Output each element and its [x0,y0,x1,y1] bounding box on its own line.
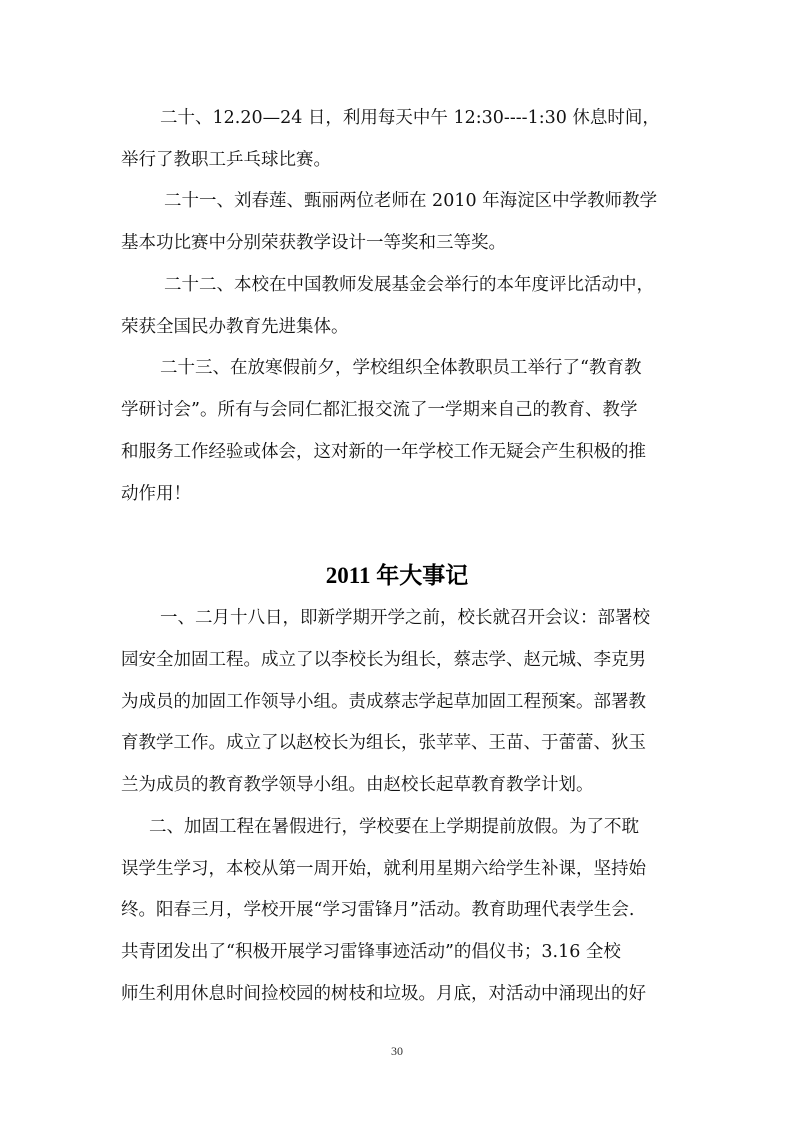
text-line: 学研讨会”。所有与会同仁都汇报交流了一学期来自己的教育、教学 [121,400,638,420]
text-line: 举行了教职工乒乓球比赛。 [121,150,331,170]
text-line: 基本功比赛中分别荣获教学设计一等奖和三等奖。 [121,233,506,253]
section-heading: 2011 年大事记 [325,563,469,588]
text-line: 育教学工作。成立了以赵校长为组长，张苹苹、王苗、于蕾蕾、狄玉 [121,733,646,753]
text-line: 误学生学习，本校从第一周开始，就利用星期六给学生补课，坚持始 [121,859,646,879]
text-line: 一、二月十八日，即新学期开学之前，校长就召开会议：部署校 [160,608,650,628]
text-line: 师生利用休息时间捡校园的树枝和垃圾。月底，对活动中涌现出的好 [121,984,646,1004]
text-line: 二十二、本校在中国教师发展基金会举行的本年度评比活动中， [164,275,654,295]
text-line: 动作用！ [121,484,191,504]
text-line: 二、加固工程在暑假进行，学校要在上学期提前放假。为了不耽 [149,817,639,837]
text-line: 为成员的加固工作领导小组。责成蔡志学起草加固工程预案。部署教 [121,692,646,712]
text-line: 二十三、在放寒假前夕，学校组织全体教职员工举行了“教育教 [160,358,642,378]
text-line: 二十、12.20—24 日，利用每天中午 12:30----1:30 休息时间， [160,108,660,128]
text-line: 兰为成员的教育教学领导小组。由赵校长起草教育教学计划。 [121,775,594,795]
text-line: 共青团发出了“积极开展学习雷锋事迹活动”的倡仪书；3.16 全校 [121,942,621,962]
text-line: 园安全加固工程。成立了以李校长为组长，蔡志学、赵元城、李克男 [121,650,646,670]
text-line: 二十一、刘春莲、甄丽两位老师在 2010 年海淀区中学教师教学 [164,191,658,211]
text-line: 和服务工作经验或体会，这对新的一年学校工作无疑会产生积极的推 [121,442,646,462]
text-line: 荣获全国民办教育先进集体。 [121,317,349,337]
text-line: 终。阳春三月，学校开展“学习雷锋月”活动。教育助理代表学生会. [121,900,635,920]
page-number: 30 [391,1044,403,1058]
